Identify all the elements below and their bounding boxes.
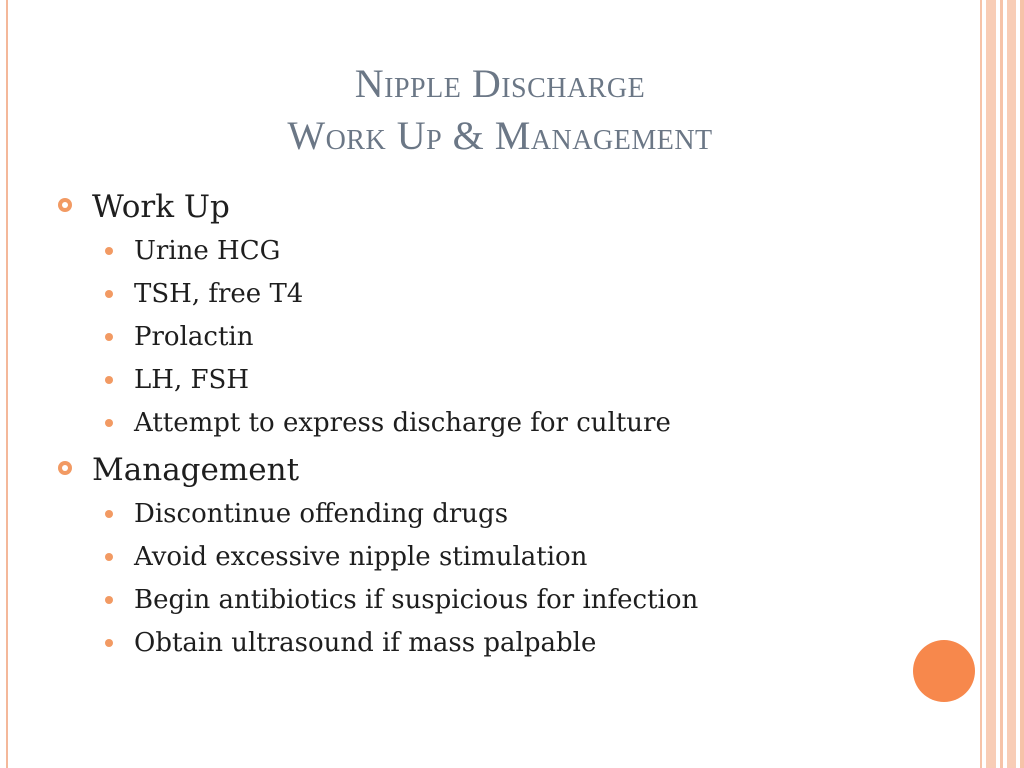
stripe <box>980 0 982 768</box>
title-line-1: Nipple Discharge <box>354 61 646 106</box>
bullet-dot-icon <box>105 639 113 647</box>
stripe <box>986 0 996 768</box>
list-item-label: Begin antibiotics if suspicious for infection <box>134 585 699 615</box>
bullet-ring-icon <box>58 198 72 212</box>
bullet-dot-icon <box>105 333 113 341</box>
list-item-label: Obtain ultrasound if mass palpable <box>134 628 597 658</box>
stripe <box>1000 0 1003 768</box>
list-item-label: Discontinue offending drugs <box>134 499 509 529</box>
bullet-dot-icon <box>105 419 113 427</box>
list-item-label: Attempt to express discharge for culture <box>134 408 671 438</box>
bullet-ring-icon <box>58 461 72 475</box>
list-item <box>58 402 938 445</box>
title-line-2: Work Up & Management <box>287 113 713 158</box>
stripe <box>1020 0 1024 768</box>
list-item-label: Prolactin <box>134 322 254 352</box>
list-item-label: LH, FSH <box>134 365 249 395</box>
list-item <box>58 622 938 665</box>
right-decorative-stripes <box>980 0 1024 768</box>
section-heading-label: Management <box>92 452 300 488</box>
list-item <box>58 579 938 622</box>
left-border-line <box>6 0 8 768</box>
bullet-dot-icon <box>105 553 113 561</box>
slide-title <box>100 58 900 162</box>
list-item <box>58 273 938 316</box>
section-heading-management <box>58 447 938 493</box>
bullet-dot-icon <box>105 290 113 298</box>
list-item-label: TSH, free T4 <box>134 279 304 309</box>
list-item <box>58 230 938 273</box>
stripe <box>1007 0 1016 768</box>
bullet-dot-icon <box>105 376 113 384</box>
slide-body <box>58 184 938 665</box>
section-heading-label: Work Up <box>92 189 230 225</box>
list-item <box>58 536 938 579</box>
decorative-orange-circle <box>913 640 975 702</box>
bullet-dot-icon <box>105 596 113 604</box>
list-item-label: Avoid excessive nipple stimulation <box>134 542 588 572</box>
bullet-dot-icon <box>105 510 113 518</box>
list-item <box>58 493 938 536</box>
list-item-label: Urine HCG <box>134 236 281 266</box>
list-item <box>58 316 938 359</box>
section-heading-work-up <box>58 184 938 230</box>
bullet-dot-icon <box>105 247 113 255</box>
list-item <box>58 359 938 402</box>
